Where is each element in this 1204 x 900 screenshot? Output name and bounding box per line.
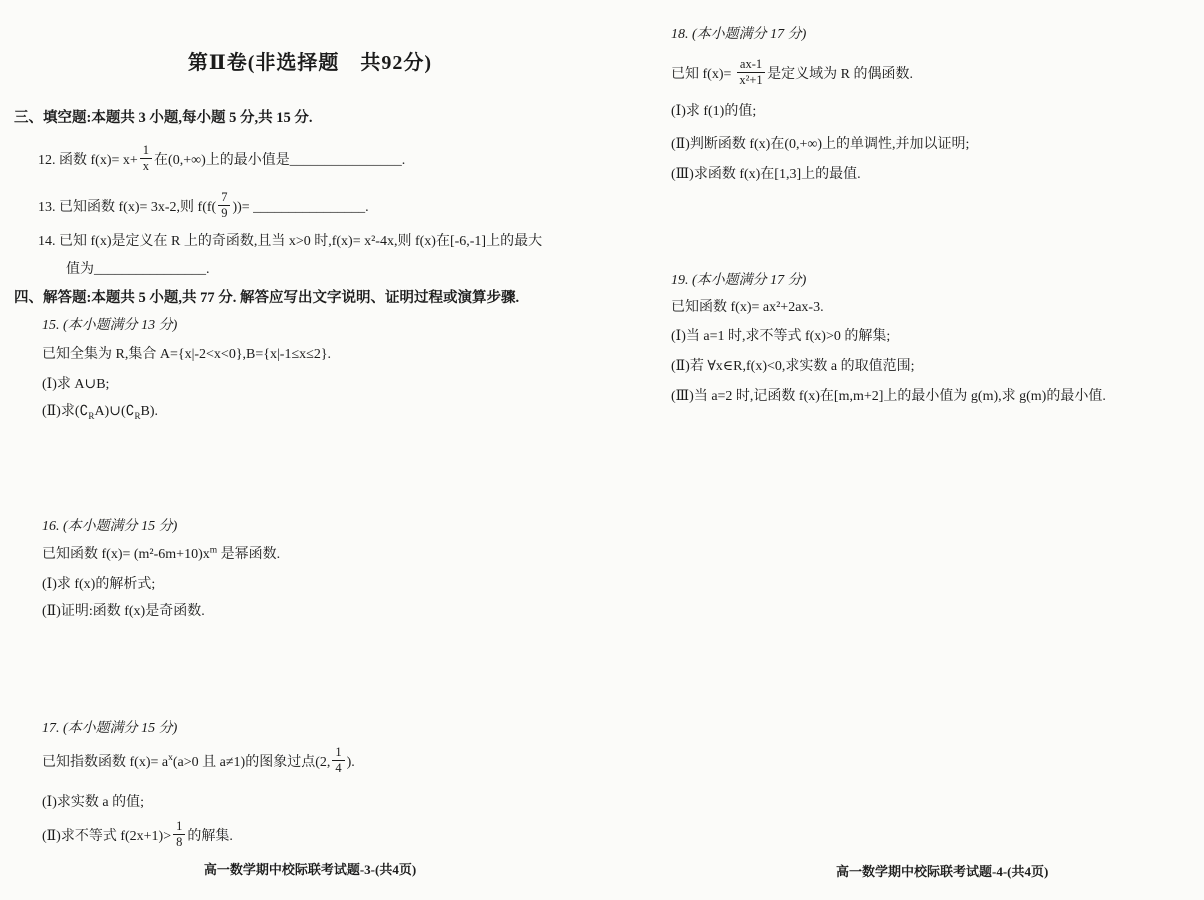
question-13-text-suffix: ))= ________________. — [232, 199, 369, 215]
question-15-head: 15. (本小题满分 13 分) — [42, 318, 178, 333]
question-16-given — [42, 546, 280, 565]
question-12-text-suffix: 在(0,+∞)上的最小值是________________. — [154, 152, 406, 168]
question-17-part2-text: (Ⅱ)求不等式 f(2x+1)> — [42, 828, 172, 844]
question-14-line2: 值为________________. — [66, 262, 210, 277]
question-12-text: 12. 函数 f(x)= x+ — [38, 152, 138, 168]
question-15-given: 已知全集为 R,集合 A={x|-2<x<0},B={x|-1≤x≤2}. — [42, 347, 332, 362]
question-19-given: 已知函数 f(x)= ax²+2ax-3. — [671, 300, 824, 315]
question-19-part3: (Ⅲ)当 a=2 时,记函数 f(x)在[m,m+2]上的最小值为 g(m),求 g(m)的最小值. — [671, 389, 1106, 404]
fraction-numerator: 1 — [332, 746, 344, 761]
fraction-denominator: x²+1 — [739, 73, 763, 88]
question-18-given-text: 已知 f(x)= — [671, 66, 735, 82]
question-18-part3: (Ⅲ)求函数 f(x)在[1,3]上的最值. — [671, 167, 861, 182]
question-16-part2: (Ⅱ)证明:函数 f(x)是奇函数. — [42, 604, 205, 619]
question-17-part2 — [42, 819, 233, 851]
section-4-header: 四、解答题:本题共 5 小题,共 77 分. 解答应写出文字说明、证明过程或演算步骤. — [14, 290, 520, 306]
question-16-head: 16. (本小题满分 15 分) — [42, 519, 178, 534]
question-16-given-suffix: 是幂函数. — [217, 547, 281, 562]
question-18-given — [671, 57, 913, 89]
page-footer-right: 高一数学期中校际联考试题-4-(共4页) — [836, 864, 1049, 879]
question-18-part2: (Ⅱ)判断函数 f(x)在(0,+∞)上的单调性,并加以证明; — [671, 137, 970, 152]
question-13 — [38, 190, 369, 222]
question-12 — [38, 143, 406, 175]
fraction — [737, 58, 765, 87]
exponent: x — [168, 753, 173, 764]
question-15-part2-text: (Ⅱ)求(∁ — [42, 404, 89, 419]
fraction — [218, 191, 230, 220]
question-18-head: 18. (本小题满分 17 分) — [671, 27, 807, 42]
section-3-header: 三、填空题:本题共 3 小题,每小题 5 分,共 15 分. — [14, 110, 313, 126]
question-17-given — [42, 745, 355, 777]
question-17-given-text: 已知指数函数 f(x)= a — [42, 754, 169, 770]
fraction-denominator: 4 — [335, 761, 342, 776]
question-17-part2-suffix: 的解集. — [187, 828, 233, 844]
question-17-given-mid: (a>0 且 a≠1)的图象过点(2, — [172, 754, 331, 770]
question-17-part1: (Ⅰ)求实数 a 的值; — [42, 795, 144, 810]
fraction-denominator: 9 — [221, 206, 228, 221]
question-15-part1: (Ⅰ)求 A∪B; — [42, 377, 110, 392]
question-19-part1: (Ⅰ)当 a=1 时,求不等式 f(x)>0 的解集; — [671, 329, 891, 344]
question-13-text: 13. 已知函数 f(x)= 3x-2,则 f(f( — [38, 199, 217, 215]
fraction — [332, 746, 344, 775]
complement-subscript: R — [88, 410, 95, 421]
fraction — [140, 144, 152, 173]
question-15-part2-text-mid: A)∪(∁ — [94, 404, 135, 419]
question-17-given-suffix: ). — [346, 754, 355, 770]
question-19-part2: (Ⅱ)若 ∀x∈R,f(x)<0,求实数 a 的取值范围; — [671, 359, 915, 374]
question-18-part1: (Ⅰ)求 f(1)的值; — [671, 104, 757, 119]
question-18-given-suffix: 是定义域为 R 的偶函数. — [767, 66, 913, 82]
question-16-given-text: 已知函数 f(x)= (m²-6m+10)x — [42, 547, 210, 562]
fraction-numerator: 1 — [173, 820, 185, 835]
question-19-head: 19. (本小题满分 17 分) — [671, 273, 807, 288]
question-17-head: 17. (本小题满分 15 分) — [42, 721, 178, 736]
question-15-part2-text-end: B). — [140, 404, 159, 419]
page-title: 第Ⅱ卷(非选择题 共92分) — [187, 52, 433, 74]
exponent: m — [209, 545, 218, 556]
fraction-denominator: x — [142, 159, 150, 174]
page-footer-left: 高一数学期中校际联考试题-3-(共4页) — [203, 862, 417, 877]
complement-subscript: R — [134, 410, 141, 421]
question-14-line1: 14. 已知 f(x)是定义在 R 上的奇函数,且当 x>0 时,f(x)= x²-4x,则 f(x)在[-6,-1]上的最大 — [38, 234, 543, 249]
fraction-numerator: ax-1 — [737, 58, 765, 73]
fraction-numerator: 7 — [218, 191, 230, 206]
fraction-numerator: 1 — [140, 144, 152, 159]
fraction — [173, 820, 185, 849]
fraction-denominator: 8 — [176, 835, 183, 850]
question-15-part2 — [42, 403, 158, 422]
question-16-part1: (Ⅰ)求 f(x)的解析式; — [42, 577, 156, 592]
